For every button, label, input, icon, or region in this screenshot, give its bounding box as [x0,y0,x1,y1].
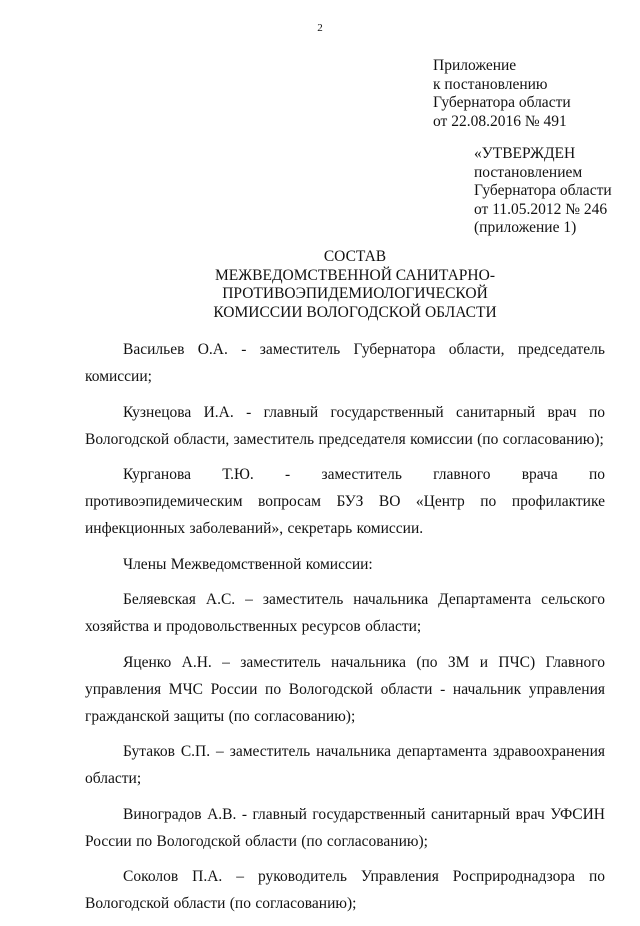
document-title [110,248,600,322]
approval-stamp-text [474,145,634,238]
member-entry-secretary: Курганова Т.Ю. - заместитель главного врача по противоэпидемическим вопросам БУЗ ВО «Центр по профилактике инфекционных заболеваний», секретарь комиссии. [85,466,605,537]
approval-line: «УТВЕРЖДЕН [474,145,576,162]
member-entry: Беляевская А.С. – заместитель начальника Департамента сельского хозяйства и продовольственных ресурсов области; [85,591,605,635]
approval-line: от 11.05.2012 № 246 [474,200,608,218]
appendix-line: от 22.08.2016 № 491 [433,112,567,130]
appendix-reference [433,57,633,131]
appendix-line: к постановлению [433,75,548,93]
member-entry: Яценко А.Н. – заместитель начальника (по ЗМ и ПЧС) Главного управления МЧС России по Вологодской области - начальник управления гражданской защиты (по согласованию); [85,653,605,725]
approval-line: постановлением [474,163,583,181]
title-line: СОСТАВ [323,248,387,265]
member-entry-chairman: Васильев О.А. - заместитель Губернатора области, председатель комиссии; [85,341,605,385]
member-entry: Бутаков С.П. – заместитель начальника департамента здравоохранения области; [85,743,605,787]
members-heading: Члены Межведомственной комиссии: [123,555,373,573]
appendix-line: Приложение [433,57,517,74]
appendix-line: Губернатора области [433,94,571,111]
member-entry: Соколов П.А. – руководитель Управления Росприроднадзора по Вологодской области (по согласованию); [85,868,605,912]
title-line: ПРОТИВОЭПИДЕМИОЛОГИЧЕСКОЙ [222,285,488,302]
approval-line: Губернатора области [474,182,612,199]
title-line: МЕЖВЕДОМСТВЕННОЙ САНИТАРНО- [215,266,495,284]
title-line: КОМИССИИ ВОЛОГОДСКОЙ ОБЛАСТИ [213,303,497,321]
member-entry: Виноградов А.В. - главный государственный санитарный врач УФСИН России по Вологодской области (по согласованию); [85,805,605,850]
approval-line: (приложение 1) [474,219,577,236]
member-entry-deputy-chairman: Кузнецова И.А. - главный государственный санитарный врач по Вологодской области, заместитель председателя комиссии (по согласованию); [85,403,605,448]
page-number: 2 [317,22,323,34]
commission-members-list [85,336,605,926]
